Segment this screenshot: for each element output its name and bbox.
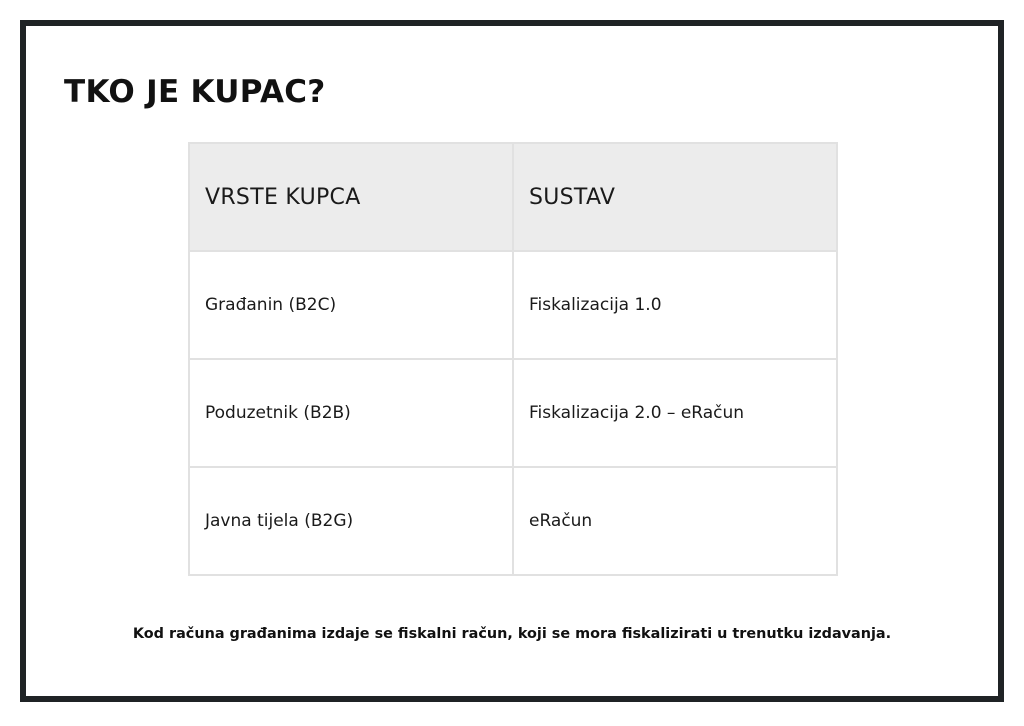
footnote: Kod računa građanima izdaje se fiskalni račun, koji se mora fiskalizirati u trenutku izdavanja. xyxy=(132,626,892,642)
page-title: TKO JE KUPAC? xyxy=(64,74,326,110)
header-customer-type: VRSTE KUPCA xyxy=(189,143,513,251)
cell-customer-type: Poduzetnik (B2B) xyxy=(189,359,513,467)
cell-customer-type: Javna tijela (B2G) xyxy=(189,467,513,575)
cell-customer-type: Građanin (B2C) xyxy=(189,251,513,359)
cell-system: Fiskalizacija 2.0 – eRačun xyxy=(513,359,837,467)
header-system: SUSTAV xyxy=(513,143,837,251)
page-frame xyxy=(20,20,1004,702)
table-row xyxy=(189,359,837,467)
table-row xyxy=(189,251,837,359)
table-header-row xyxy=(189,143,837,251)
table-row xyxy=(189,467,837,575)
cell-system: eRačun xyxy=(513,467,837,575)
cell-system: Fiskalizacija 1.0 xyxy=(513,251,837,359)
customer-type-table xyxy=(188,142,838,576)
